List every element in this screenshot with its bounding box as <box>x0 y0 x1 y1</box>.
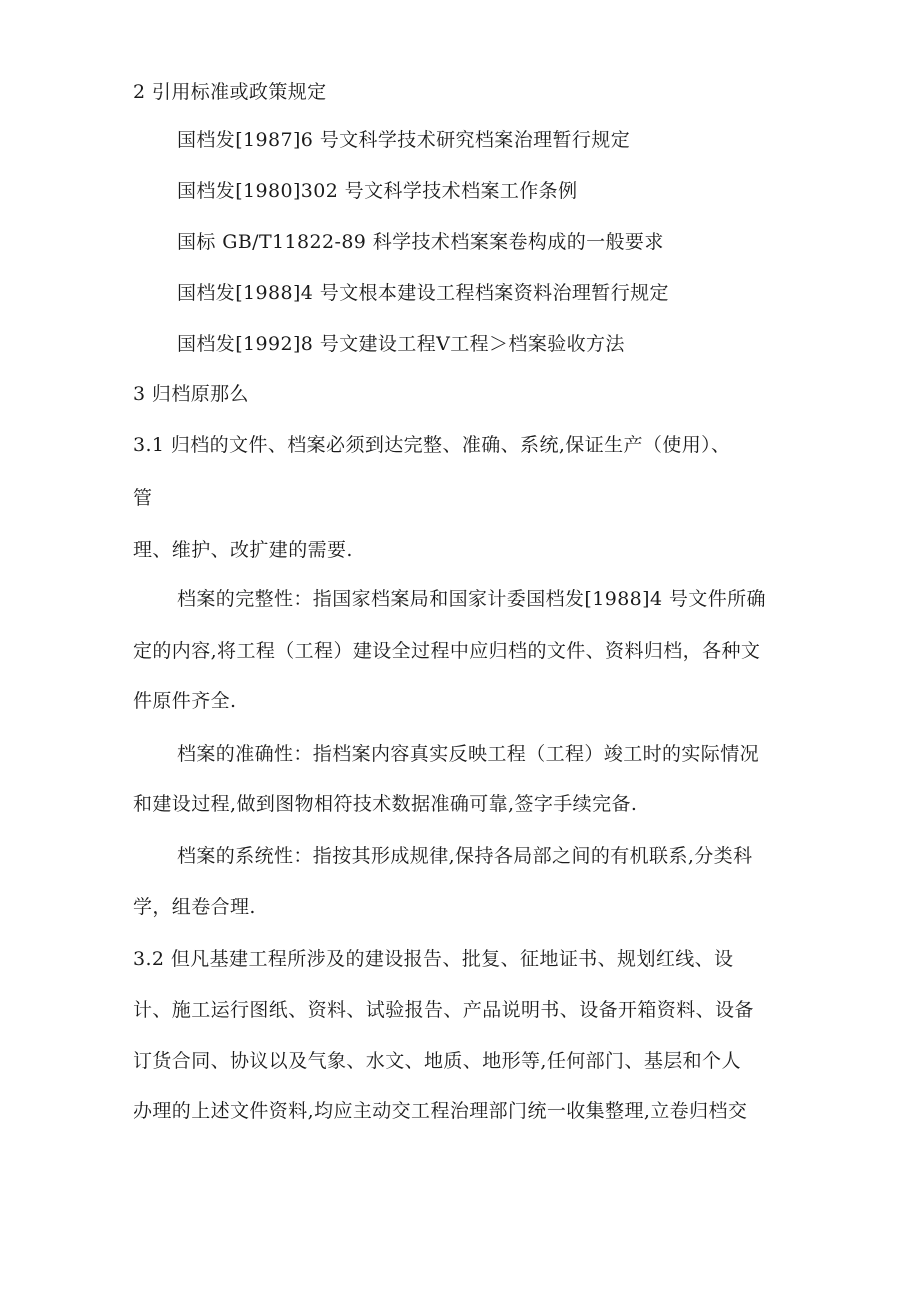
paragraph-line: 订货合同、协议以及气象、水文、地质、地形等,任何部门、基层和个人 <box>133 1050 741 1072</box>
paragraph-line: 件原件齐全. <box>133 690 237 712</box>
paragraph-line: 3.1 归档的文件、档案必须到达完整、准确、系统,保证生产（使用）、 <box>133 434 731 456</box>
paragraph-line: 档案的准确性：指档案内容真实反映工程（工程）竣工时的实际情况 <box>177 743 760 765</box>
paragraph-line: 办理的上述文件资料,均应主动交工程治理部门统一收集整理,立卷归档交 <box>133 1100 748 1122</box>
paragraph-line: 档案的完整性：指国家档案局和国家计委国档发[1988]4 号文件所确 <box>177 588 766 610</box>
paragraph-line: 3.2 但凡基建工程所涉及的建设报告、批复、征地证书、规划红线、设 <box>133 948 734 970</box>
reference-item: 国档发[1992]8 号文建设工程Ⅴ工程＞档案验收方法 <box>177 333 625 355</box>
reference-item: 国标 GB/T11822-89 科学技术档案案卷构成的一般要求 <box>177 231 664 253</box>
section-heading-3: 3 归档原那么 <box>133 383 249 405</box>
paragraph-line: 学，组卷合理. <box>133 896 256 918</box>
paragraph-line: 定的内容,将工程（工程）建设全过程中应归档的文件、资料归档，各种文 <box>133 640 761 662</box>
paragraph-line: 和建设过程,做到图物相符技术数据准确可靠,签字手续完备. <box>133 793 638 815</box>
paragraph-line: 管 <box>133 487 153 509</box>
reference-item: 国档发[1988]4 号文根本建设工程档案资料治理暂行规定 <box>177 282 669 304</box>
paragraph-line: 计、施工运行图纸、资料、试验报告、产品说明书、设备开箱资料、设备 <box>133 999 754 1021</box>
reference-item: 国档发[1987]6 号文科学技术研究档案治理暂行规定 <box>177 129 631 151</box>
reference-item: 国档发[1980]302 号文科学技术档案工作条例 <box>177 180 578 202</box>
paragraph-line: 档案的系统性：指按其形成规律,保持各局部之间的有机联系,分类科 <box>177 845 753 867</box>
paragraph-line: 理、维护、改扩建的需要. <box>133 539 353 561</box>
section-heading-2: 2 引用标准或政策规定 <box>133 81 327 103</box>
